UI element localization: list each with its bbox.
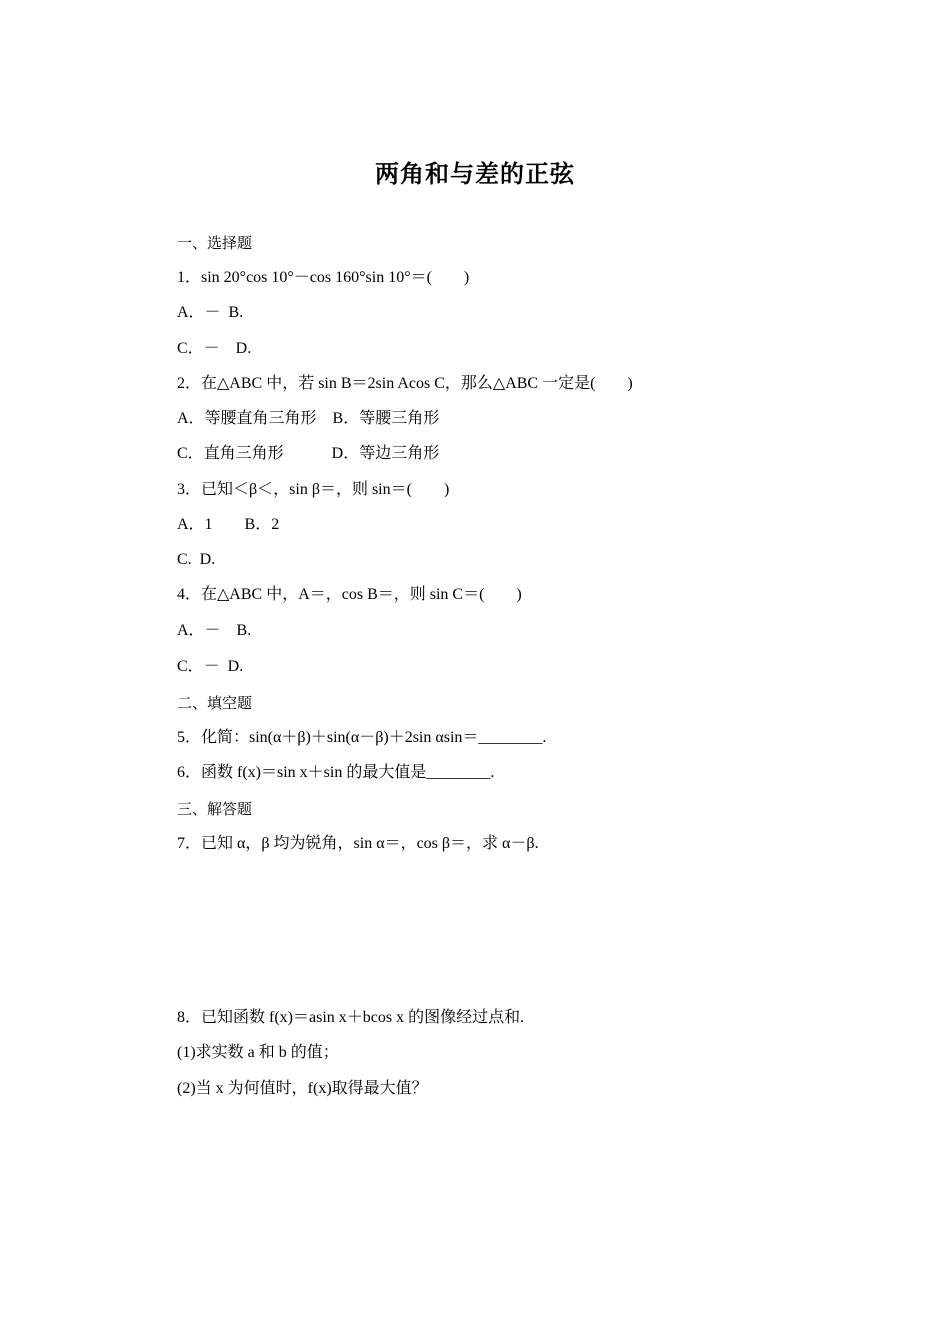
- question-7: 7．已知 α，β 均为锐角，sin α＝，cos β＝，求 α－β.: [177, 835, 539, 852]
- question-4-options-cd: C．－ D.: [177, 658, 244, 675]
- question-8-part-2: (2)当 x 为何值时，f(x)取得最大值？: [177, 1080, 428, 1097]
- question-2-options-cd: C．直角三角形 D．等边三角形: [177, 445, 440, 462]
- question-3-options-ab: A．1 B．2: [177, 516, 280, 533]
- section-heading-answer: 三、解答题: [177, 800, 253, 818]
- question-1: 1．sin 20°cos 10°－cos 160°sin 10°＝( ): [177, 269, 470, 286]
- question-1-options-ab: A．－ B.: [177, 304, 244, 321]
- page-title: 两角和与差的正弦: [375, 160, 575, 188]
- question-5: 5．化简：sin(α＋β)＋sin(α－β)＋2sin αsin＝________.: [177, 729, 547, 746]
- question-3: 3．已知＜β＜，sin β＝，则 sin＝( ): [177, 481, 450, 498]
- question-6: 6．函数 f(x)＝sin x＋sin 的最大值是________.: [177, 764, 495, 781]
- section-heading-fill: 二、填空题: [177, 694, 253, 712]
- question-1-options-cd: C．－ D.: [177, 340, 252, 357]
- question-8: 8．已知函数 f(x)＝asin x＋bcos x 的图像经过点和.: [177, 1009, 525, 1026]
- question-4-options-ab: A．－ B.: [177, 622, 252, 639]
- question-2: 2．在△ABC 中，若 sin B＝2sin Acos C，那么△ABC 一定是( ): [177, 375, 633, 392]
- question-3-options-cd: C. D.: [177, 551, 216, 568]
- section-heading-choice: 一、选择题: [177, 234, 253, 252]
- question-2-options-ab: A．等腰直角三角形 B．等腰三角形: [177, 410, 440, 427]
- question-8-part-1: (1)求实数 a 和 b 的值；: [177, 1044, 339, 1061]
- question-4: 4．在△ABC 中，A＝，cos B＝，则 sin C＝( ): [177, 586, 522, 603]
